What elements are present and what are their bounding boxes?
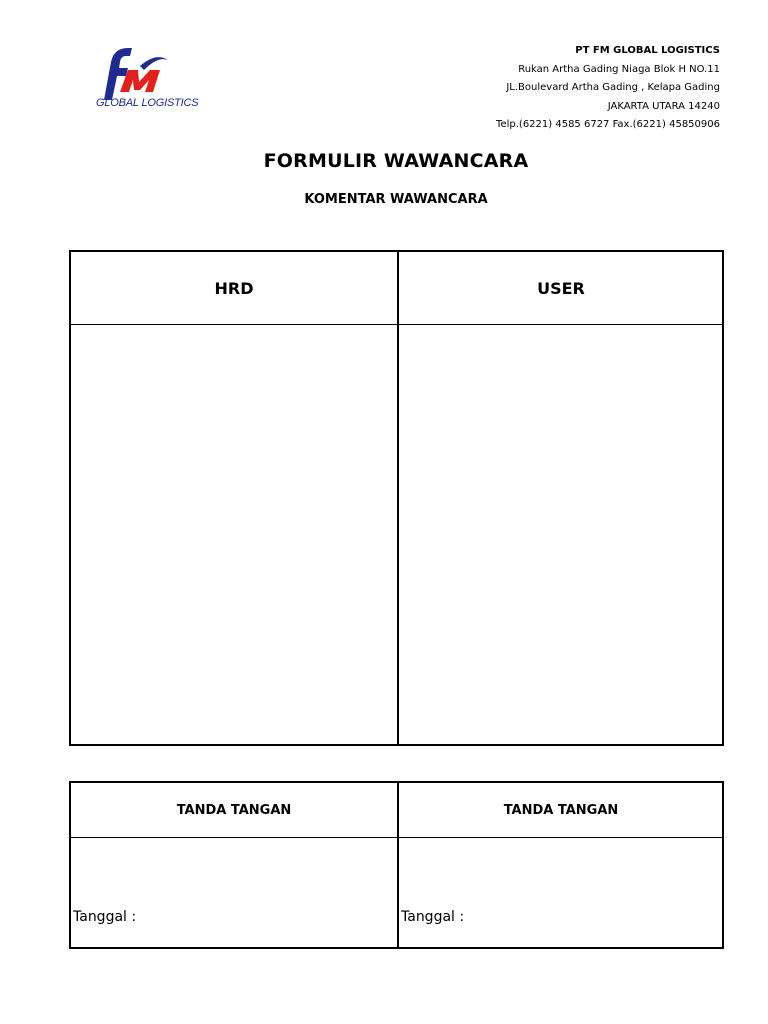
company-info bbox=[496, 42, 720, 135]
form-subtitle: KOMENTAR WAWANCARA bbox=[304, 192, 488, 207]
company-contact: Telp.(6221) 4585 6727 Fax.(6221) 45850906 bbox=[496, 119, 720, 130]
left-signature-area[interactable] bbox=[71, 839, 396, 947]
logo-text: GLOBAL LOGISTICS bbox=[96, 97, 199, 109]
user-comment-area[interactable] bbox=[399, 326, 722, 744]
user-header: USER bbox=[537, 279, 585, 298]
header-divider bbox=[71, 324, 722, 325]
right-date-label: Tanggal : bbox=[401, 909, 465, 925]
comments-table bbox=[69, 250, 724, 746]
signature-table bbox=[69, 781, 724, 949]
company-name: PT FM GLOBAL LOGISTICS bbox=[575, 45, 720, 56]
header-divider bbox=[71, 837, 722, 838]
left-signature-header: TANDA TANGAN bbox=[176, 803, 292, 818]
right-signature-area[interactable] bbox=[399, 839, 722, 947]
hrd-comment-area[interactable] bbox=[71, 326, 396, 744]
company-address-1: Rukan Artha Gading Niaga Blok H NO.11 bbox=[518, 63, 720, 75]
company-address-2: JL.Boulevard Artha Gading , Kelapa Gading bbox=[506, 82, 720, 93]
right-signature-header: TANDA TANGAN bbox=[503, 803, 619, 818]
form-title: FORMULIR WAWANCARA bbox=[263, 150, 529, 172]
company-city: JAKARTA UTARA 14240 bbox=[607, 100, 720, 112]
left-date-label: Tanggal : bbox=[73, 909, 137, 925]
hrd-header: HRD bbox=[214, 279, 254, 298]
